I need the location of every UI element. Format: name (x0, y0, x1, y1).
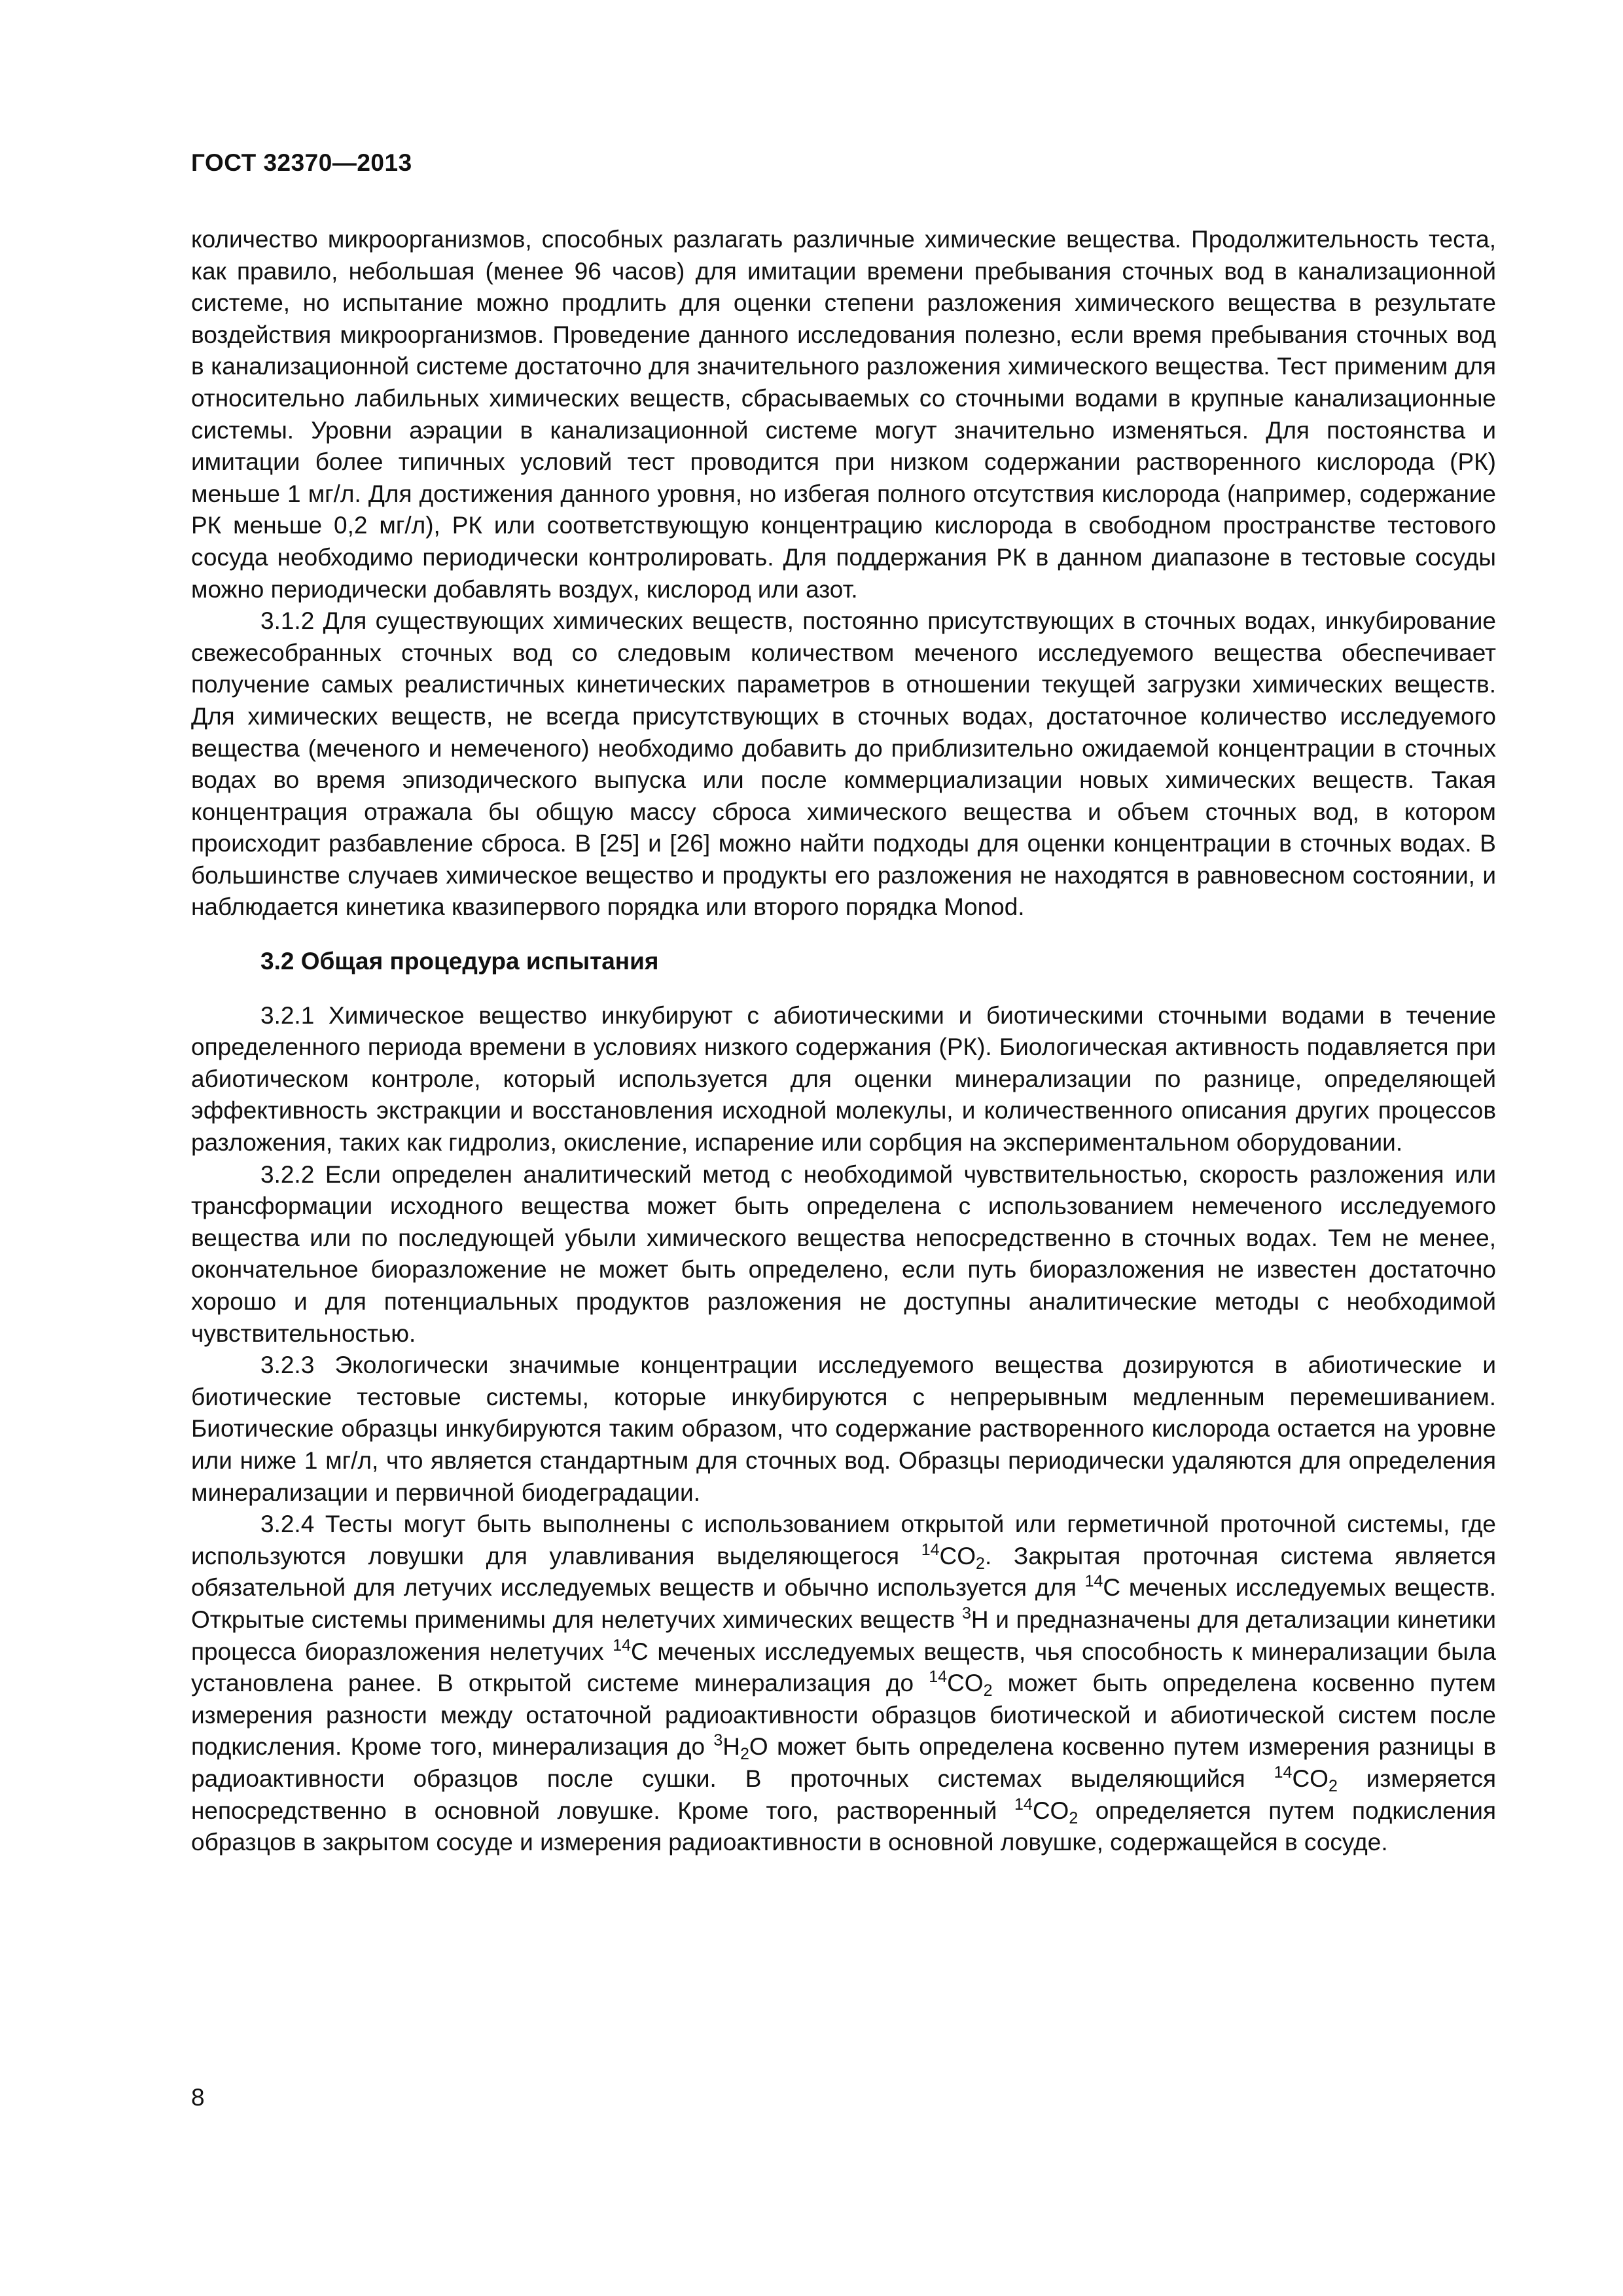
standard-header: ГОСТ 32370—2013 (191, 149, 412, 176)
superscript: 14 (1084, 1572, 1103, 1591)
subscript: 2 (983, 1681, 993, 1700)
text-run: Н и предназначены для детализации кинетики процесса биоразложения нелетучих (191, 1605, 1496, 1665)
superscript: 14 (921, 1540, 940, 1559)
superscript: 3 (961, 1604, 971, 1623)
subscript: 2 (1328, 1776, 1338, 1795)
text-run: измеряется непосредственно в основной ловушке. Кроме того, растворенный (191, 1765, 1496, 1824)
text-run: С меченых исследуемых веществ, чья способность к минерализации была установлена ранее. В открытой системе минерализация до (191, 1638, 1496, 1697)
text-run: может быть определена косвенно путем измерения разности между остаточной радиоактивности образцов биотической и абиотической систем после подкисления. Кроме того, минерализация до (191, 1670, 1496, 1761)
paragraph-3-2-2: 3.2.2 Если определен аналитический метод с необходимой чувствительностью, скорость разложения или трансформации исходного вещества может быть определена с использованием немеченого исследуемого вещества или по последующей убыли химического вещества непосредственно в сточных водах. Тем не менее, окончательное биоразложение не может быть определено, если путь биоразложения не известен достаточно хорошо и для потенциальных продуктов разложения не доступны аналитические методы с необходимой чувствительностью. (191, 1160, 1496, 1347)
superscript: 3 (713, 1731, 723, 1750)
superscript: 14 (1014, 1795, 1033, 1814)
text-run: CO (1032, 1797, 1069, 1824)
paragraph-3-2-3: 3.2.3 Экологически значимые концентрации исследуемого вещества дозируются в абиотические и биотические тестовые системы, которые инкубируются с непрерывным медленным перемешиванием. Биотические образцы инкубируются таким образом, что содержание растворенного кислорода остается на уровне или ниже 1 мг/л, что является стандартным для сточных вод. Образцы периодически удаляются для определения минерализации и первичной биодеградации. (191, 1352, 1496, 1506)
page-number: 8 (191, 2084, 205, 2111)
document-body (191, 224, 1496, 1859)
text-run: H (722, 1733, 740, 1761)
text-run: CO (1292, 1765, 1329, 1792)
section-heading-3-2: 3.2 Общая процедура испытания (260, 948, 659, 975)
paragraph-continuation: количество микроорганизмов, способных разлагать различные химические вещества. Продолжительность теста, как правило, небольшая (менее 96 часов) для имитации времени пребывания сточных вод в канализационной системе, но испытание можно продлить для оценки степени разложения химического вещества в результате воздействия микроорганизмов. Проведение данного исследования полезно, если время пребывания сточных вод в канализационной системе достаточно для значительного разложения химического вещества. Тест применим для относительно лабильных химических веществ, сбрасываемых со сточными водами в крупные канализационные системы. Уровни аэрации в канализационной системе могут значительно изменяться. Для постоянства и имитации более типичных условий тест проводится при низком содержании растворенного кислорода (РК) меньше 1 мг/л. Для достижения данного уровня, но избегая полного отсутствия кислорода (например, содержание РК меньше 0,2 мг/л), РК или соответствующую концентрацию кислорода в свободном пространстве тестового сосуда необходимо периодически контролировать. Для поддержания РК в данном диапазоне в тестовые сосуды можно периодически добавлять воздух, кислород или азот. (191, 226, 1496, 603)
subscript: 2 (976, 1554, 985, 1573)
text-run: . Закрытая проточная система является обязательной для летучих исследуемых веществ и обычно используется для (191, 1542, 1496, 1602)
text-run: O может быть определена косвенно путем измерения разницы в радиоактивности образцов после сушки. В проточных системах выделяющийся (191, 1733, 1496, 1792)
subscript: 2 (1069, 1808, 1079, 1827)
text-run: CO (939, 1542, 976, 1570)
paragraph-3-2-1: 3.2.1 Химическое вещество инкубируют с абиотическими и биотическими сточными водами в течение определенного периода времени в условиях низкого содержания (РК). Биологическая активность подавляется при абиотическом контроле, который используется для оценки минерализации по разнице, определяющей эффективность экстракции и восстановления исходной молекулы, и количественного описания других процессов разложения, таких как гидролиз, окисление, испарение или сорбция на экспериментальном оборудовании. (191, 1001, 1496, 1157)
paragraph-3-1-2: 3.1.2 Для существующих химических веществ, постоянно присутствующих в сточных водах, инкубирование свежесобранных сточных вод со следовым количеством меченого исследуемого вещества обеспечивает получение самых реалистичных кинетических параметров в отношении текущей загрузки химических веществ. Для химических веществ, не всегда присутствующих в сточных водах, достаточное количество исследуемого вещества (меченого и немеченого) необходимо добавить до приблизительно ожидаемой концентрации в сточных водах во время эпизодического выпуска или после коммерциализации новых химических веществ. Такая концентрация отражала бы общую массу сброса химического вещества и объем сточных вод, в котором происходит разбавление сброса. В [25] и [26] можно найти подходы для оценки концентрации в сточных водах. В большинстве случаев химическое вещество и продукты его разложения не находятся в равновесном состоянии, и наблюдается кинетика квазипервого порядка или второго порядка Monod. (191, 607, 1496, 921)
subscript: 2 (740, 1745, 749, 1764)
text-run: С меченых исследуемых веществ. Открытые системы применимы для нелетучих химических веществ (191, 1574, 1497, 1633)
text-run: CO (947, 1670, 984, 1697)
superscript: 14 (1274, 1763, 1293, 1782)
superscript: 14 (613, 1636, 632, 1655)
text-run: определяется путем подкисления образцов в закрытом сосуде и измерения радиоактивности в основной ловушке, содержащейся в сосуде. (191, 1797, 1496, 1856)
superscript: 14 (929, 1668, 948, 1687)
text-run: 3.2.4 Тесты могут быть выполнены с использованием открытой или герметичной проточной системы, где используются ловушки для улавливания выделяющегося (191, 1511, 1496, 1570)
paragraph-3-2-4 (191, 1509, 1496, 1859)
